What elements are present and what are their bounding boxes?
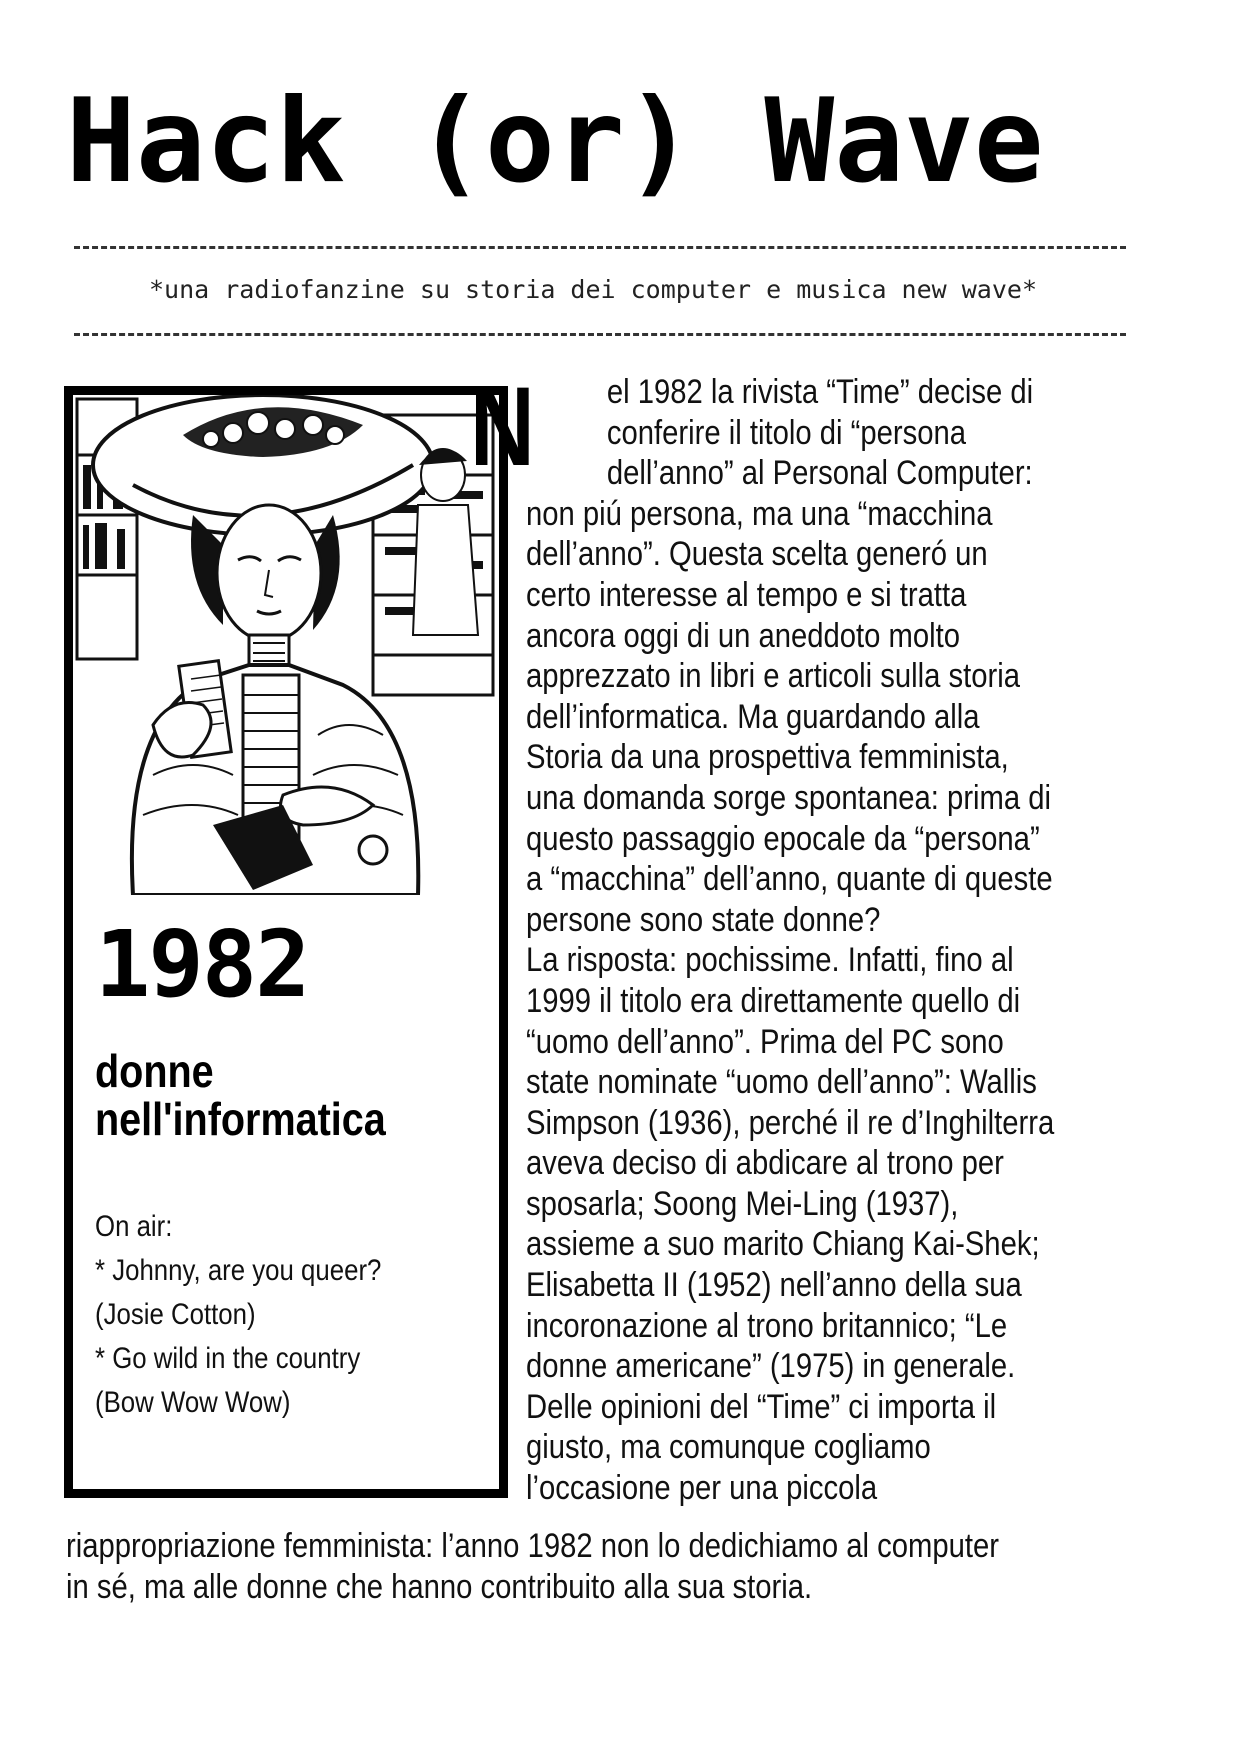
victorian-woman-illustration-icon — [73, 395, 499, 895]
article-line: dell’anno” al Personal Computer: — [606, 454, 1033, 493]
article-column — [526, 372, 1146, 1509]
playlist-line: * Go wild in the country — [95, 1342, 361, 1375]
article-line: La risposta: pochissime. Infatti, fino al — [526, 941, 1014, 980]
article-line: una domanda sorge spontanea: prima di — [526, 778, 1052, 817]
episode-year: 1982 — [95, 911, 309, 1018]
article-line: dell’anno”. Questa scelta generó un — [526, 535, 988, 574]
on-air-playlist — [95, 1205, 456, 1425]
article-line: dell’informatica. Ma guardando alla — [526, 697, 980, 736]
article-line: certo interesse al tempo e si tratta — [526, 575, 967, 614]
article-line: incoronazione al trono britannico; “Le — [526, 1306, 1008, 1345]
article-line: “uomo dell’anno”. Prima del PC sono — [526, 1022, 1004, 1061]
article-line: aveva deciso di abdicare al trono per — [526, 1144, 1004, 1183]
dashed-divider-top — [74, 246, 1126, 249]
drop-cap: N — [470, 364, 535, 489]
dashed-divider-bottom — [74, 333, 1126, 336]
article-line: a “macchina” dell’anno, quante di queste — [526, 860, 1053, 899]
article-line: state nominate “uomo dell’anno”: Wallis — [526, 1063, 1037, 1102]
article-line: Elisabetta II (1952) nell’anno della sua — [526, 1266, 1022, 1305]
article-line: giusto, ma comunque cogliamo — [526, 1428, 931, 1467]
article-line: non piú persona, ma una “macchina — [526, 494, 993, 533]
article-line: questo passaggio epocale da “persona” — [526, 819, 1040, 858]
article-line: ancora oggi di un aneddoto molto — [526, 616, 961, 655]
playlist-line: On air: — [95, 1210, 173, 1243]
article-closing — [66, 1526, 1241, 1607]
episode-panel — [64, 386, 508, 1498]
article-line: riappropriazione femminista: l’anno 1982 non lo dedichiamo al computer — [66, 1527, 999, 1565]
article-line: Delle opinioni del “Time” ci importa il — [526, 1387, 997, 1426]
playlist-line: (Josie Cotton) — [95, 1298, 256, 1331]
article-line: in sé, ma alle donne che hanno contribuito alla sua storia. — [66, 1567, 813, 1606]
topic-line: nell'informatica — [95, 1093, 386, 1145]
article-line: apprezzato in libri e articoli sulla storia — [526, 657, 1021, 696]
article-line: Simpson (1936), perché il re d’Inghilterra — [526, 1103, 1055, 1142]
article-line: 1999 il titolo era direttamente quello di — [526, 981, 1021, 1020]
article-line: donne americane” (1975) in generale. — [526, 1347, 1016, 1386]
article-line: el 1982 la rivista “Time” decise di — [606, 373, 1034, 411]
playlist-line: * Johnny, are you queer? — [95, 1254, 382, 1287]
zine-title: Hack (or) Wave — [66, 74, 1044, 209]
article-line: conferire il titolo di “persona — [606, 413, 967, 452]
topic-line: donne — [95, 1045, 214, 1097]
playlist-line: (Bow Wow Wow) — [95, 1386, 291, 1419]
article-line: persone sono state donne? — [526, 900, 881, 939]
zine-subtitle: *una radiofanzine su storia dei computer e musica new wave* — [148, 275, 1038, 304]
article-line: Storia da una prospettiva femminista, — [526, 738, 1009, 777]
article-line: l’occasione per una piccola — [526, 1469, 878, 1508]
article-line: sposarla; Soong Mei-Ling (1937), — [526, 1184, 959, 1223]
episode-topic — [95, 1047, 439, 1143]
article-line: assieme a suo marito Chiang Kai-Shek; — [526, 1225, 1040, 1264]
